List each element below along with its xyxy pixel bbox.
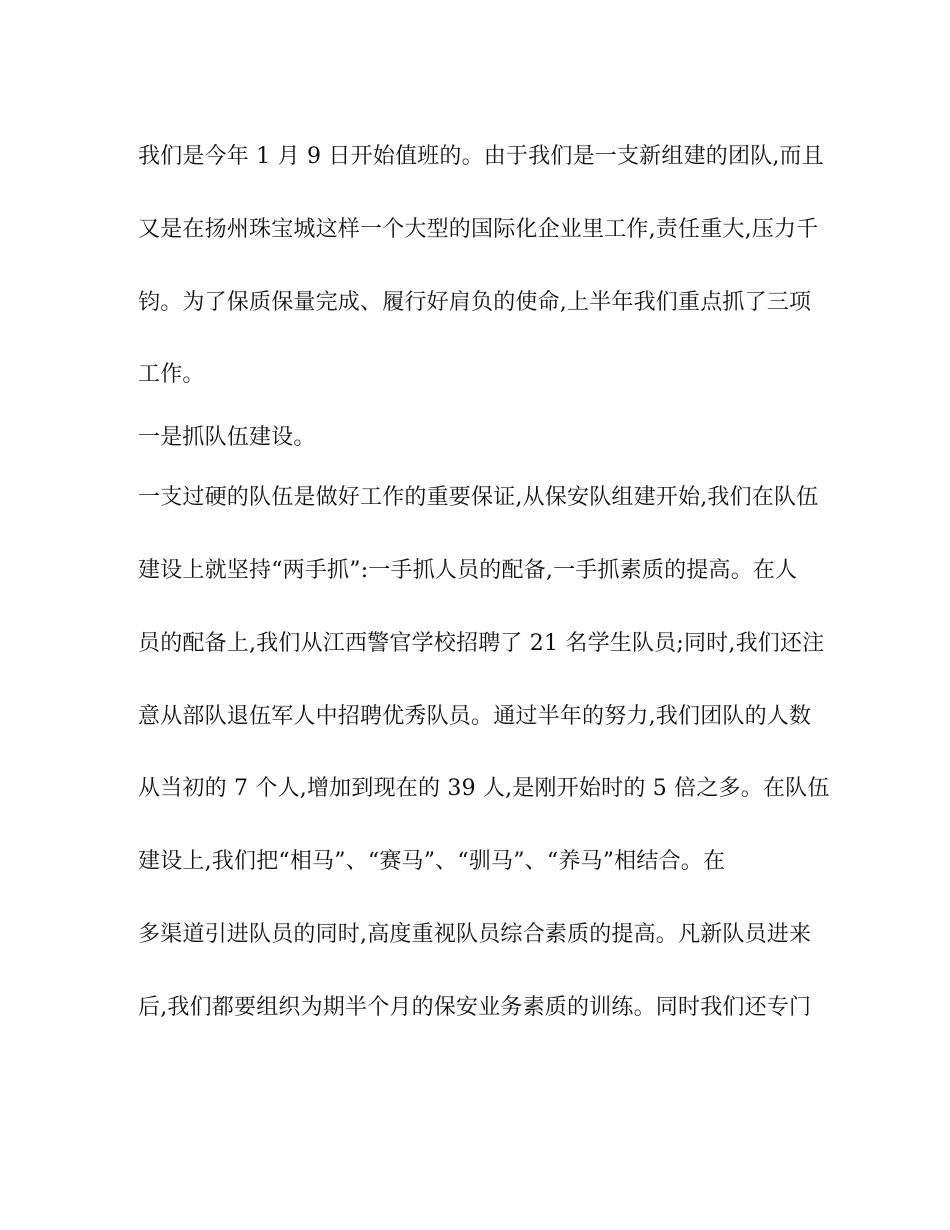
text-line: 员的配备上,我们从江西警官学校招聘了 21 名学生队员;同时,我们还注	[138, 631, 825, 656]
text-line: 又是在扬州珠宝城这样一个大型的国际化企业里工作,责任重大,压力千	[138, 217, 819, 242]
text-line: 多渠道引进队员的同时,高度重视队员综合素质的提高。凡新队员进来	[138, 922, 812, 947]
text-line: 建设上就坚持“两手抓”:一手抓人员的配备,一手抓素质的提高。在人	[138, 558, 798, 583]
text-line: 工作。	[138, 362, 205, 387]
section-heading: 一是抓队伍建设。	[138, 425, 316, 450]
text-line: 我们是今年 1 月 9 日开始值班的。由于我们是一支新组建的团队,而且	[138, 144, 824, 169]
text-line: 一支过硬的队伍是做好工作的重要保证,从保安队组建开始,我们在队伍	[138, 485, 819, 510]
text-line: 意从部队退伍军人中招聘优秀队员。通过半年的努力,我们团队的人数	[138, 704, 812, 729]
text-line: 从当初的 7 个人,增加到现在的 39 人,是刚开始时的 5 倍之多。在队伍	[138, 776, 830, 801]
text-line: 钧。为了保质保量完成、履行好肩负的使命,上半年我们重点抓了三项	[138, 290, 812, 315]
text-line: 建设上,我们把“相马”、“赛马”、“驯马”、“养马”相结合。在	[138, 849, 726, 874]
text-line: 后,我们都要组织为期半个月的保安业务素质的训练。同时我们还专门	[138, 995, 812, 1020]
